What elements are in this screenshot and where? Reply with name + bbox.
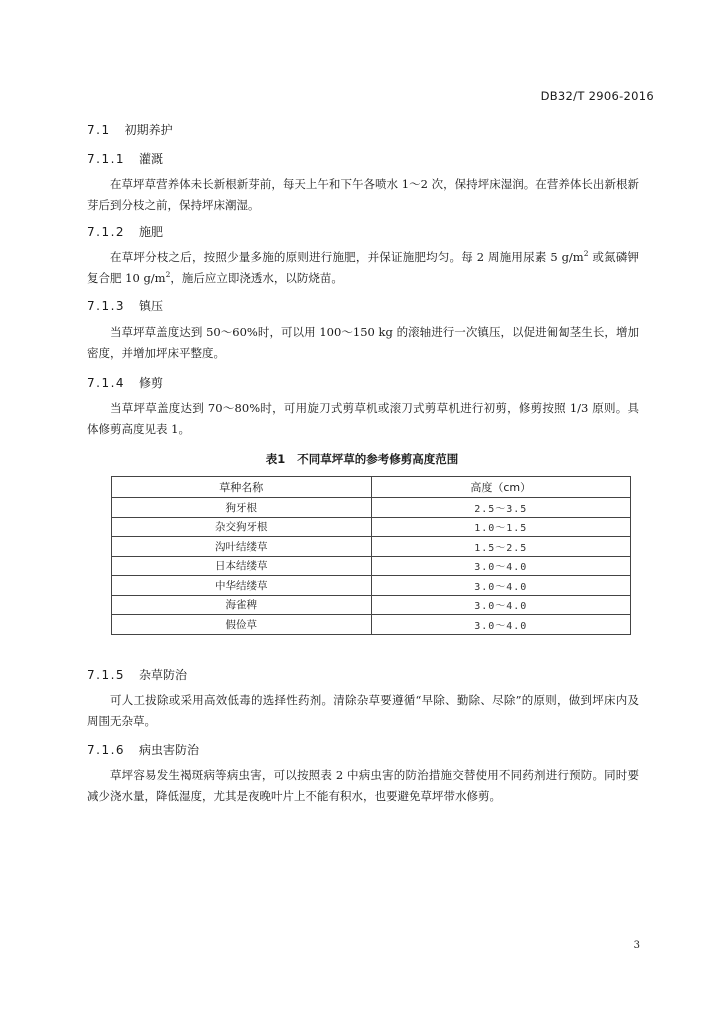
table-header-row bbox=[112, 477, 631, 498]
table-row bbox=[112, 595, 631, 615]
heading-title: 修剪 bbox=[139, 376, 164, 390]
height-cell: 3.0～4.0 bbox=[371, 595, 631, 615]
document-code: DB32/T 2906-2016 bbox=[540, 89, 654, 103]
heading-title: 初期养护 bbox=[124, 123, 173, 137]
species-cell: 中华结缕草 bbox=[112, 576, 372, 596]
heading-7-1-1 bbox=[87, 150, 163, 167]
superscript: 2 bbox=[165, 270, 171, 280]
heading-7-1-5 bbox=[87, 666, 187, 683]
heading-number: 7.1 bbox=[87, 123, 111, 137]
heading-title: 镇压 bbox=[139, 299, 164, 313]
species-cell: 杂交狗牙根 bbox=[112, 517, 372, 537]
paragraph-irrigation: 在草坪草营养体未长新根新芽前，每天上午和下午各喷水 1～2 次，保持坪床湿润。在营养体长出新根新芽后到分枝之前，保持坪床潮湿。 bbox=[87, 177, 639, 212]
height-cell: 2.5～3.5 bbox=[371, 498, 631, 518]
column-header-species: 草种名称 bbox=[112, 477, 372, 498]
height-cell: 3.0～4.0 bbox=[371, 615, 631, 635]
heading-title: 灌溉 bbox=[139, 152, 164, 166]
heading-7-1 bbox=[87, 121, 173, 138]
heading-7-1-6 bbox=[87, 741, 199, 758]
mowing-height-table bbox=[111, 476, 631, 635]
heading-7-1-2 bbox=[87, 223, 163, 240]
height-cell: 1.5～2.5 bbox=[371, 537, 631, 557]
table-row bbox=[112, 517, 631, 537]
table-row bbox=[112, 576, 631, 596]
heading-number: 7.1.6 bbox=[87, 743, 126, 757]
paragraph-fertilizing bbox=[87, 247, 639, 289]
heading-7-1-4 bbox=[87, 374, 163, 391]
height-cell: 3.0～4.0 bbox=[371, 556, 631, 576]
paragraph-rolling: 当草坪草盖度达到 50～60%时，可以用 100～150 kg 的滚轴进行一次镇压，以促进匍匐茎生长，增加密度，并增加坪床平整度。 bbox=[87, 325, 639, 360]
column-header-height: 高度（cm） bbox=[371, 477, 631, 498]
caption-title: 不同草坪草的参考修剪高度范围 bbox=[297, 452, 459, 466]
caption-number: 表1 bbox=[265, 452, 286, 466]
heading-number: 7.1.1 bbox=[87, 152, 126, 166]
heading-7-1-3 bbox=[87, 297, 163, 314]
paragraph-mowing: 当草坪草盖度达到 70～80%时，可用旋刀式剪草机或滚刀式剪草机进行初剪，修剪按照 1/3 原则。具体修剪高度见表 1。 bbox=[87, 401, 639, 436]
heading-number: 7.1.3 bbox=[87, 299, 126, 313]
heading-number: 7.1.5 bbox=[87, 668, 126, 682]
text-run: ，施后应立即浇透水，以防烧苗。 bbox=[170, 271, 343, 285]
heading-title: 病虫害防治 bbox=[139, 743, 200, 757]
page-number: 3 bbox=[633, 940, 640, 951]
text-run: 在草坪分枝之后，按照少量多施的原则进行施肥，并保证施肥均匀。每 2 周施用尿素 5 g/m bbox=[110, 250, 584, 264]
heading-title: 施肥 bbox=[139, 225, 164, 239]
height-cell: 1.0～1.5 bbox=[371, 517, 631, 537]
table-caption bbox=[0, 451, 724, 467]
height-cell: 3.0～4.0 bbox=[371, 576, 631, 596]
superscript: 2 bbox=[583, 249, 589, 259]
species-cell: 海雀稗 bbox=[112, 595, 372, 615]
heading-number: 7.1.4 bbox=[87, 376, 126, 390]
table-row bbox=[112, 556, 631, 576]
species-cell: 假俭草 bbox=[112, 615, 372, 635]
text-run: 或氮磷钾复合肥 10 g/m bbox=[87, 250, 639, 285]
heading-title: 杂草防治 bbox=[139, 668, 188, 682]
table-row bbox=[112, 498, 631, 518]
heading-number: 7.1.2 bbox=[87, 225, 126, 239]
table-row bbox=[112, 537, 631, 557]
table-row bbox=[112, 615, 631, 635]
species-cell: 日本结缕草 bbox=[112, 556, 372, 576]
species-cell: 沟叶结缕草 bbox=[112, 537, 372, 557]
paragraph-pest-control: 草坪容易发生褐斑病等病虫害，可以按照表 2 中病虫害的防治措施交替使用不同药剂进行预防。同时要减少浇水量，降低湿度，尤其是夜晚叶片上不能有积水，也要避免草坪带水修剪。 bbox=[87, 768, 639, 803]
species-cell: 狗牙根 bbox=[112, 498, 372, 518]
paragraph-weed-control: 可人工拔除或采用高效低毒的选择性药剂。清除杂草要遵循“早除、勤除、尽除”的原则，做到坪床内及周围无杂草。 bbox=[87, 693, 639, 728]
